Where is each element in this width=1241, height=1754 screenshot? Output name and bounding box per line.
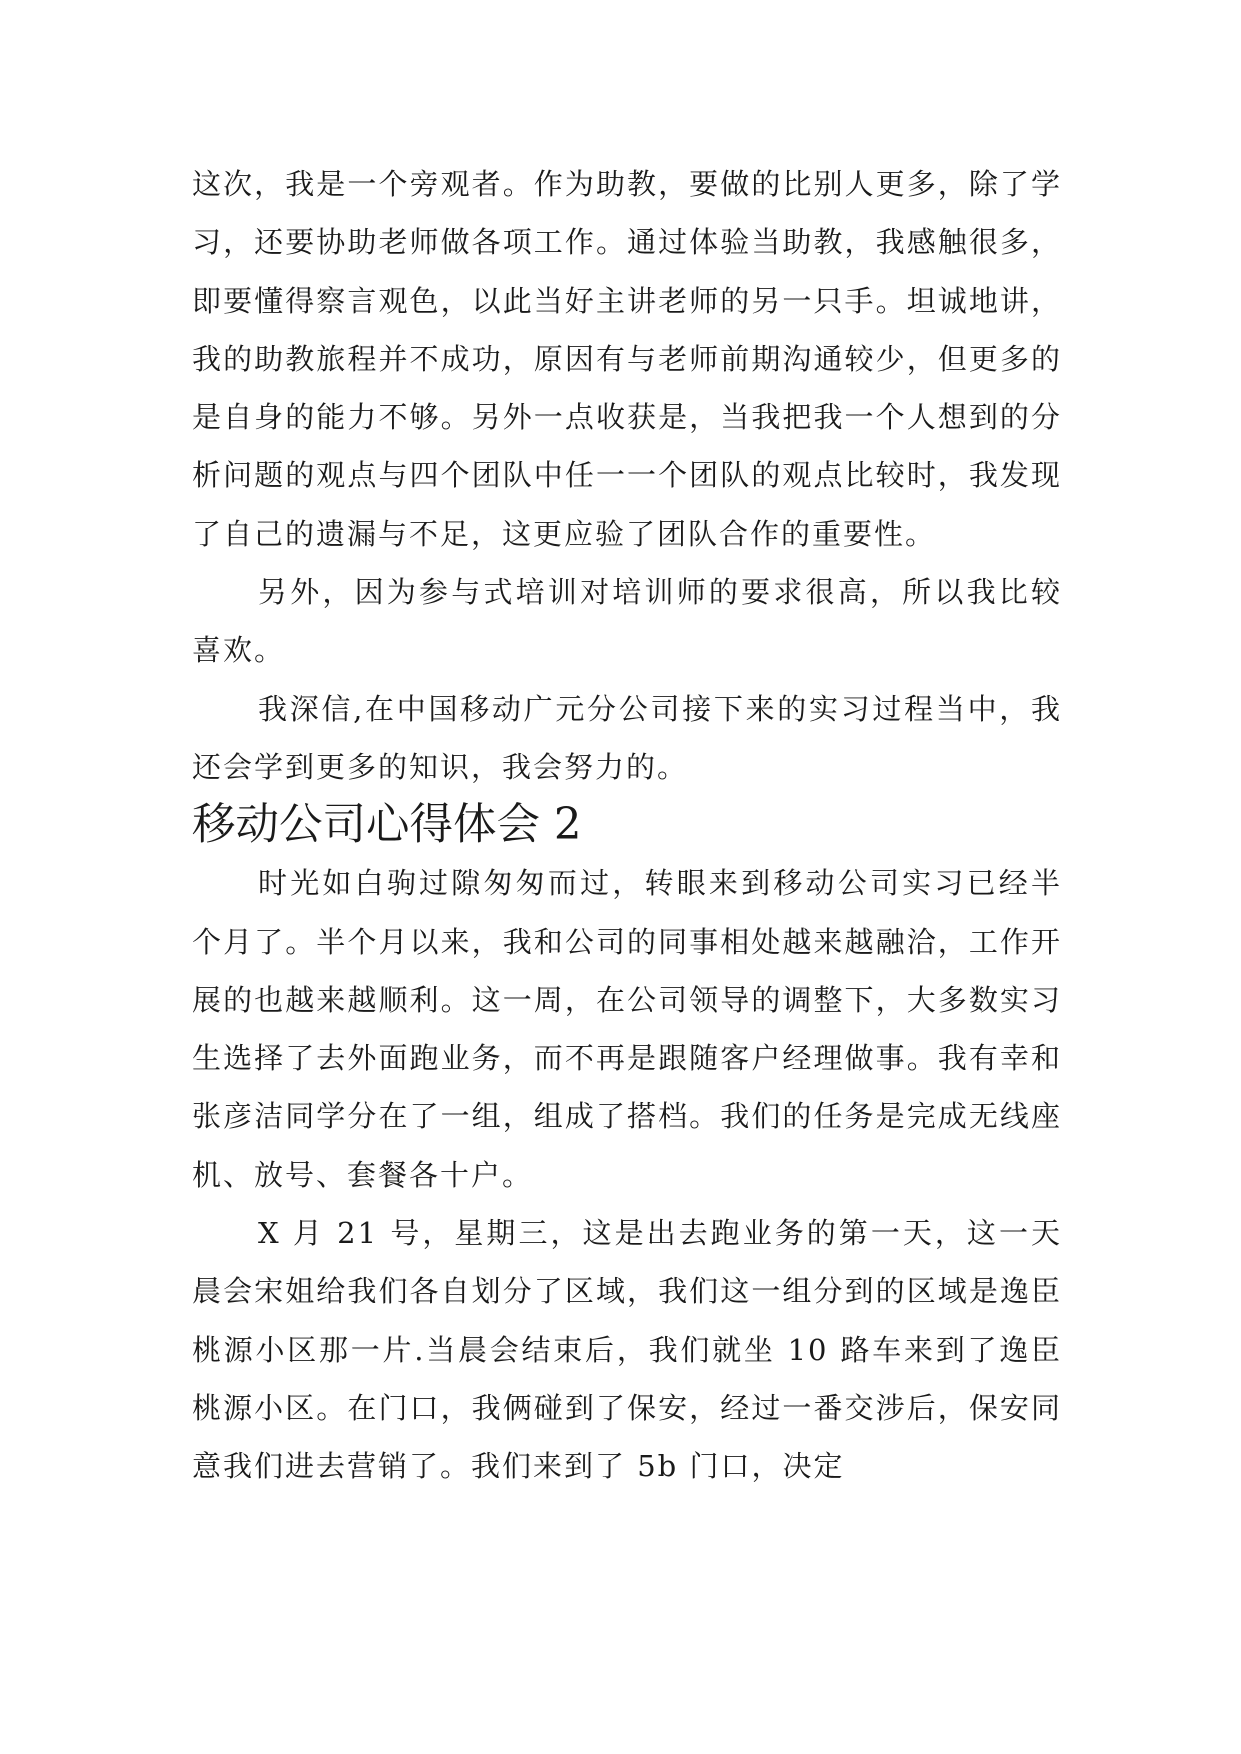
document-body: [192, 155, 1062, 1496]
section-heading: 移动公司心得体会 2: [192, 800, 582, 851]
paragraph-half-month-summary: 时光如白驹过隙匆匆而过，转眼来到移动公司实习已经半个月了。半个月以来，我和公司的同事相处越来越融洽，工作开展的也越来越顺利。这一周，在公司领导的调整下，大多数实习生选择了去外面跑业务，而不再是跟随客户经理做事。我有幸和张彦洁同学分在了一组，组成了搭档。我们的任务是完成无线座机、放号、套餐各十户。: [192, 866, 1062, 1192]
paragraph-training-preference: 另外，因为参与式培训对培训师的要求很高，所以我比较喜欢。: [192, 575, 1062, 668]
paragraph-first-day-business: X 月 21 号，星期三，这是出去跑业务的第一天，这一天晨会宋姐给我们各自划分了区域，我们这一组分到的区域是逸臣桃源小区那一片.当晨会结束后，我们就坐 10 路车来到了逸臣桃源小区。在门口，我俩碰到了保安，经过一番交涉后，保安同意我们进去营销了。我们来到了 5b 门口，决定: [192, 1216, 1062, 1484]
paragraph-assistant-reflection: 这次，我是一个旁观者。作为助教，要做的比别人更多，除了学习，还要协助老师做各项工作。通过体验当助教，我感触很多，即要懂得察言观色，以此当好主讲老师的另一只手。坦诚地讲，我的助教旅程并不成功，原因有与老师前期沟通较少，但更多的是自身的能力不够。另外一点收获是，当我把我一个人想到的分析问题的观点与四个团队中任一一个团队的观点比较时，我发现了自己的遗漏与不足，这更应验了团队合作的重要性。: [192, 167, 1062, 551]
paragraph-internship-belief: 我深信,在中国移动广元分公司接下来的实习过程当中，我还会学到更多的知识，我会努力的。: [192, 691, 1062, 784]
